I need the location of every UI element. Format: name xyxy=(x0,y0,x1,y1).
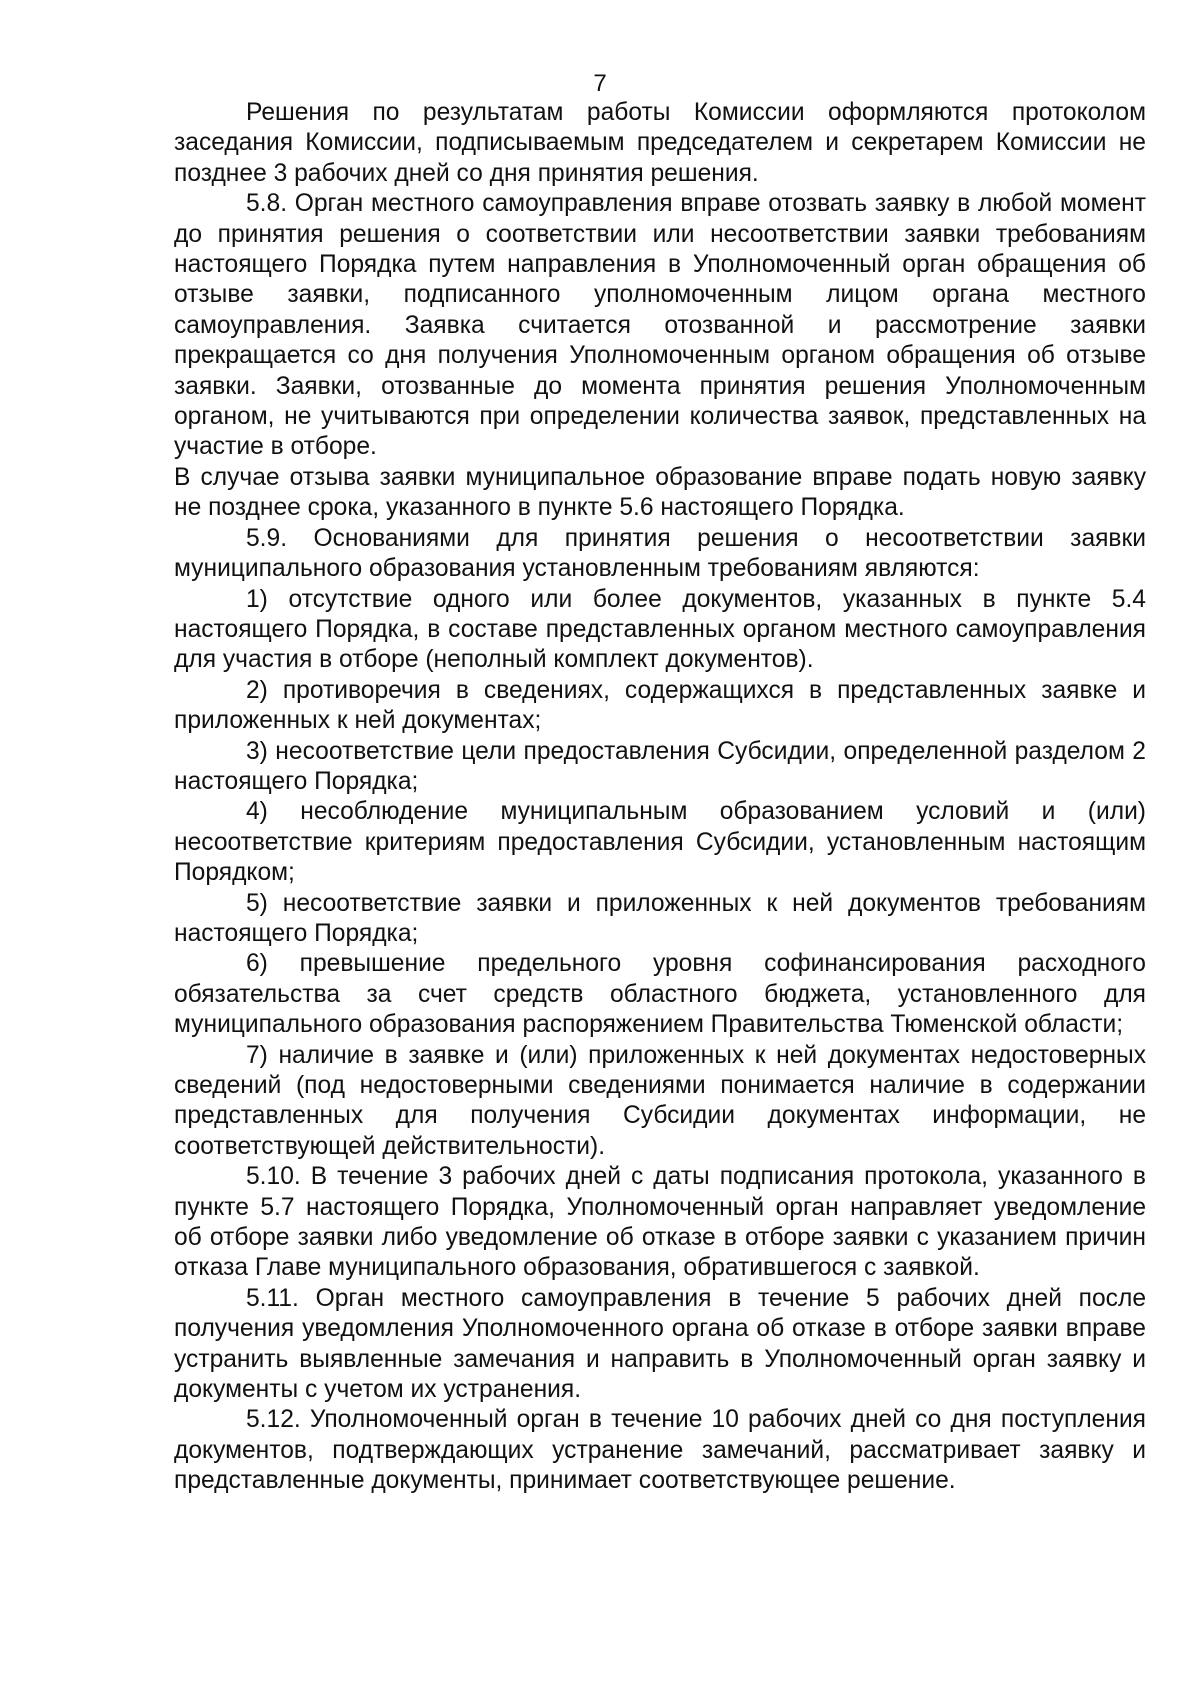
page-number: 7 xyxy=(593,70,607,97)
list-item-4: 4) несоблюдение муниципальным образованием условий и (или) несоответствие критериям предоставления Субсидии, установленным настоящим Порядком; xyxy=(174,798,1146,887)
paragraph-5-8: 5.8. Орган местного самоуправления вправе отозвать заявку в любой момент до принятия решения о соответствии или несоответствии заявки требованиям настоящего Порядка путем направления в Уполномоченный орган обращения об отзыве заявки, подписанного уполномоченным лицом органа местного самоуправления. Заявка считается отозванной и рассмотрение заявки прекращается со дня получения Уполномоченным органом обращения об отзыве заявки. Заявки, отозванные до момента принятия решения Уполномоченным органом, не учитываются при определении количества заявок, представленных на участие в отборе. xyxy=(174,190,1146,461)
list-item-6: 6) превышение предельного уровня софинансирования расходного обязательства за счет средств областного бюджета, установленного для муниципального образования распоряжением Правительства Тюменской области; xyxy=(174,950,1146,1039)
paragraph-5-12: 5.12. Уполномоченный орган в течение 10 рабочих дней со дня поступления документов, подтверждающих устранение замечаний, рассматривает заявку и представленные документы, принимает соответствующее решение. xyxy=(174,1406,1146,1495)
list-item-2: 2) противоречия в сведениях, содержащихся в представленных заявке и приложенных к ней документах; xyxy=(174,676,1146,735)
list-item-7: 7) наличие в заявке и (или) приложенных к ней документах недостоверных сведений (под недостоверными сведениями понимается наличие в содержании представленных для получения Субсидии документах информации, не соответствующей действительности). xyxy=(174,1041,1146,1160)
document-body xyxy=(174,98,1146,1497)
list-item-3: 3) несоответствие цели предоставления Субсидии, определенной разделом 2 настоящего Порядка; xyxy=(174,737,1146,795)
list-item-1: 1) отсутствие одного или более документов, указанных в пункте 5.4 настоящего Порядка, в составе представленных органом местного самоуправления для участия в отборе (неполный комплект документов). xyxy=(174,585,1146,674)
paragraph-5-10: 5.10. В течение 3 рабочих дней с даты подписания протокола, указанного в пункте 5.7 настоящего Порядка, Уполномоченный орган направляет уведомление об отборе заявки либо уведомление об отказе в отборе заявки с указанием причин отказа Главе муниципального образования, обратившегося с заявкой. xyxy=(174,1163,1146,1282)
paragraph-commission-decisions: Решения по результатам работы Комиссии оформляются протоколом заседания Комиссии, подписываемым председателем и секретарем Комиссии не позднее 3 рабочих дней со дня принятия решения. xyxy=(174,99,1146,187)
paragraph-withdrawal-resubmission: В случае отзыва заявки муниципальное образование вправе подать новую заявку не позднее срока, указанного в пункте 5.6 настоящего Порядка. xyxy=(174,463,1146,522)
paragraph-5-9: 5.9. Основаниями для принятия решения о несоответствии заявки муниципального образования установленным требованиям являются: xyxy=(174,524,1146,583)
list-item-5: 5) несоответствие заявки и приложенных к ней документов требованиям настоящего Порядка; xyxy=(174,889,1146,947)
paragraph-5-11: 5.11. Орган местного самоуправления в течение 5 рабочих дней после получения уведомления Уполномоченного органа об отказе в отборе заявки вправе устранить выявленные замечания и направить в Уполномоченный орган заявку и документы с учетом их устранения. xyxy=(174,1284,1146,1404)
